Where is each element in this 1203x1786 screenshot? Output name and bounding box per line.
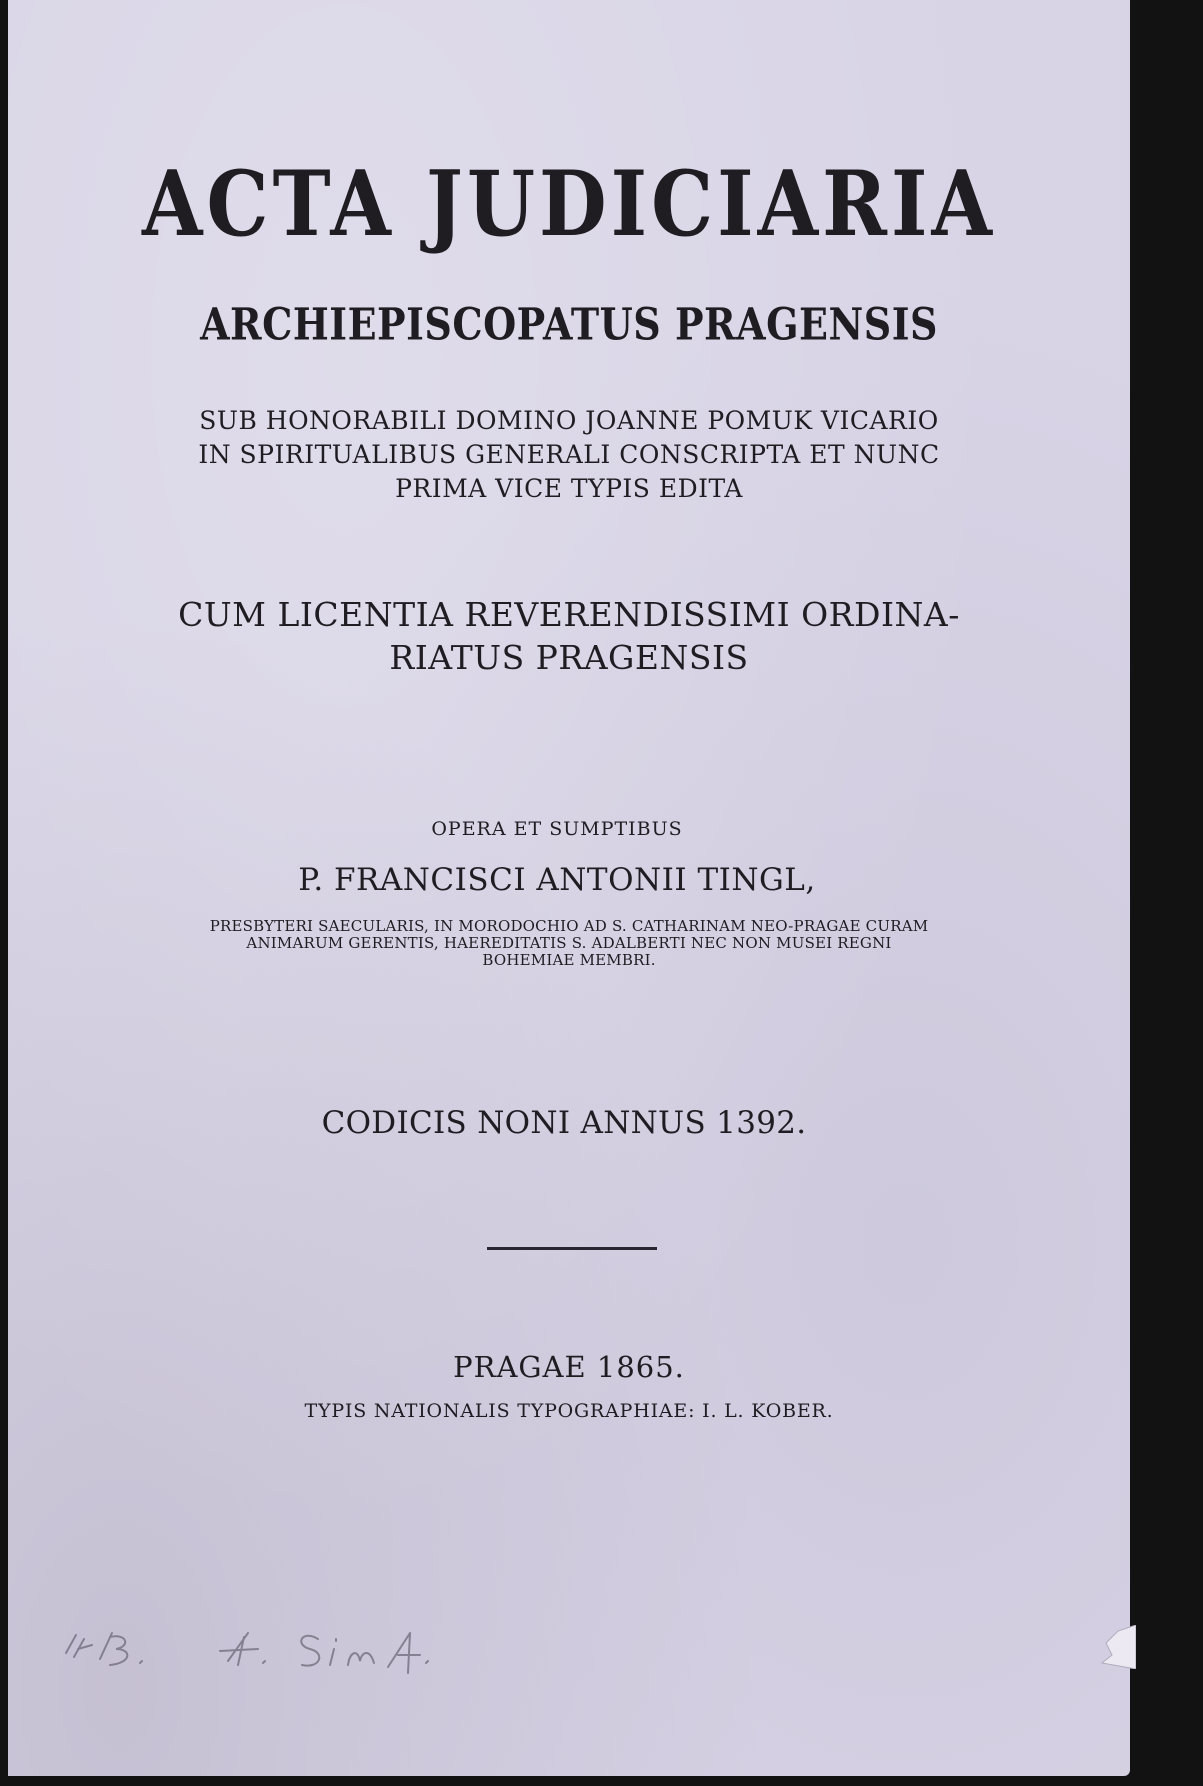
- license-line-2: RIATUS PRAGENSIS: [389, 638, 749, 677]
- author-name: P. FRANCISCI ANTONII TINGL,: [298, 862, 816, 898]
- codex-year: CODICIS NONI ANNUS 1392.: [321, 1105, 807, 1141]
- author-details-line-1: PRESBYTERI SAECULARIS, IN MORODOCHIO AD S. CATHARINAM NEO-PRAGAE CURAM: [209, 917, 929, 935]
- divider-rule: [487, 1247, 657, 1250]
- book-title: ACTA JUDICIARIA: [141, 152, 996, 257]
- description-line-3: PRIMA VICE TYPIS EDITA: [395, 474, 743, 503]
- torn-corner: [1098, 1625, 1136, 1669]
- author-details-line-2: ANIMARUM GERENTIS, HAEREDITATIS S. ADALBERTI NEC NON MUSEI REGNI: [246, 934, 892, 952]
- description-line-1: SUB HONORABILI DOMINO JOANNE POMUK VICARIO: [199, 406, 939, 435]
- opera-line: OPERA ET SUMPTIBUS: [431, 818, 683, 840]
- imprint-place-year: PRAGAE 1865.: [453, 1350, 685, 1384]
- author-details-line-3: BOHEMIAE MEMBRI.: [482, 951, 656, 969]
- handwritten-note: [58, 1615, 488, 1690]
- description-line-2: IN SPIRITUALIBUS GENERALI CONSCRIPTA ET NUNC: [198, 440, 940, 469]
- title-page: [8, 0, 1130, 1776]
- license-line-1: CUM LICENTIA REVERENDISSIMI ORDINA-: [178, 595, 960, 634]
- book-subtitle: ARCHIEPISCOPATUS PRAGENSIS: [200, 298, 938, 350]
- imprint-printer: TYPIS NATIONALIS TYPOGRAPHIAE: I. L. KOBER.: [304, 1400, 834, 1422]
